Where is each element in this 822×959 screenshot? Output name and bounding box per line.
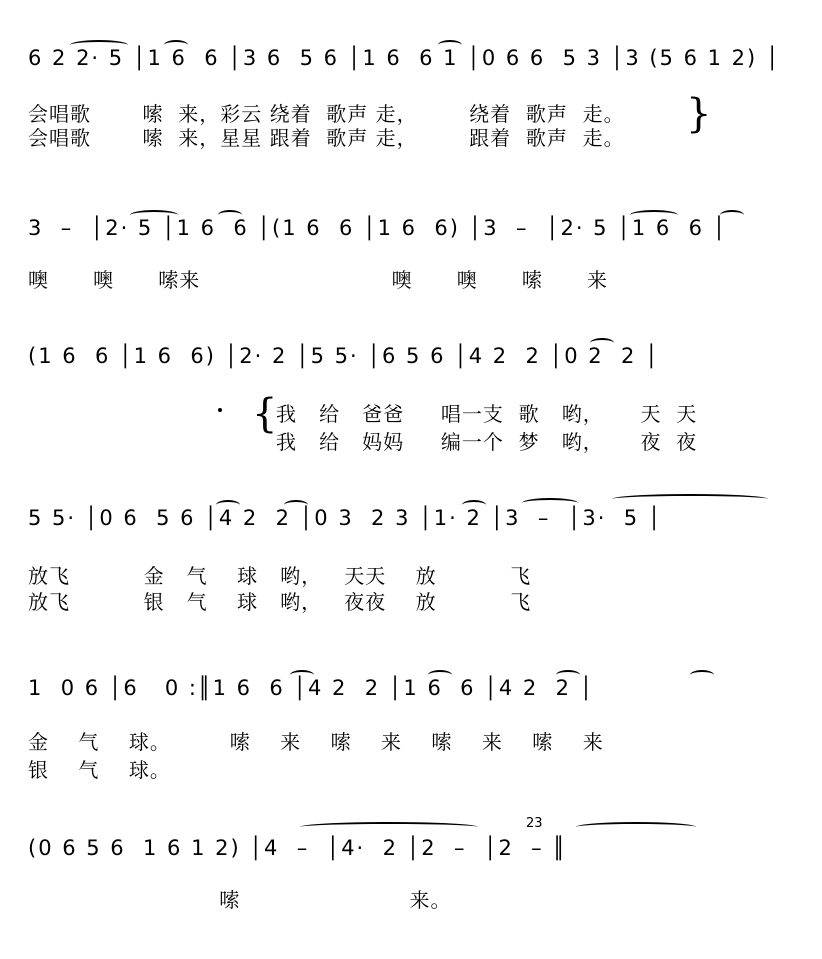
lyric-line-2: 银 气 球。: [28, 758, 171, 782]
tie-mark: [590, 338, 614, 348]
notation-line: (1 6 6 │1 6 6) │2· 2 │5 5· │6 5 6 │4 2 2 │0 2 2 │: [28, 344, 660, 368]
lyric-line-1: 会唱歌 嗦 来，彩云 绕着 歌声 走， 绕着 歌声 走。: [28, 102, 625, 126]
tie-mark: [690, 670, 714, 680]
tie-mark: [216, 500, 240, 510]
tie-mark: [522, 498, 578, 508]
tie-mark: [70, 40, 128, 50]
tie-mark: [630, 210, 678, 220]
tie-mark: [556, 670, 580, 680]
tie-mark: [576, 822, 696, 832]
notation-line: 3 – │2· 5 │1 6 6 │(1 6 6 │1 6 6) │3 – │2· 5 │1 6 6 │: [28, 216, 728, 240]
notation-line: (0 6 5 6 1 6 1 2) │4 – │4· 2 │2 – │2 – ║: [28, 836, 567, 860]
tie-mark: [612, 494, 768, 504]
lyric-line-1: 噢 噢 嗦来 噢 噢 嗦 来: [28, 268, 609, 292]
tie-mark: [130, 210, 178, 220]
notation-line: 5 5· │0 6 5 6 │4 2 2 │0 3 2 3 │1· 2 │3 – │3· 5 │: [28, 506, 663, 530]
tie-mark: [164, 40, 188, 50]
lyric-line-2: 会唱歌 嗦 来，星星 跟着 歌声 走， 跟着 歌声 走。: [28, 126, 625, 150]
grace-note: 23: [526, 816, 543, 831]
tie-mark: [300, 822, 478, 832]
tie-mark: [290, 670, 314, 680]
tie-mark: [462, 500, 486, 510]
lyric-line-1: 我 给 爸爸 唱一支 歌 哟， 天 天: [276, 402, 698, 426]
lyric-line-2: 放飞 银 气 球 哟， 夜夜 放 飞: [28, 590, 532, 614]
dot-mark: [218, 408, 222, 412]
tie-mark: [428, 670, 452, 680]
tie-mark: [284, 500, 308, 510]
notation-line: 1 0 6 │6 0 :║1 6 6 │4 2 2 │1 6 6 │4 2 2 │: [28, 676, 595, 700]
tie-mark: [438, 40, 462, 50]
tie-mark: [720, 210, 744, 220]
lyric-line-2: 我 给 妈妈 编一个 梦 哟， 夜 夜: [276, 430, 698, 454]
left-brace: {: [252, 391, 278, 437]
lyric-line-1: 嗦 来。: [28, 888, 452, 912]
lyric-line-1: 放飞 金 气 球 哟， 天天 放 飞: [28, 564, 532, 588]
notation-line: 6 2 2· 5 │1 6 6 │3 6 5 6 │1 6 6 1 │0 6 6 5 3 │3 (5 6 1 2) │: [28, 46, 781, 70]
lyric-line-1: 金 气 球。 嗦 来 嗦 来 嗦 来 嗦 来: [28, 730, 604, 754]
right-brace: }: [686, 91, 712, 137]
tie-mark: [218, 210, 242, 220]
